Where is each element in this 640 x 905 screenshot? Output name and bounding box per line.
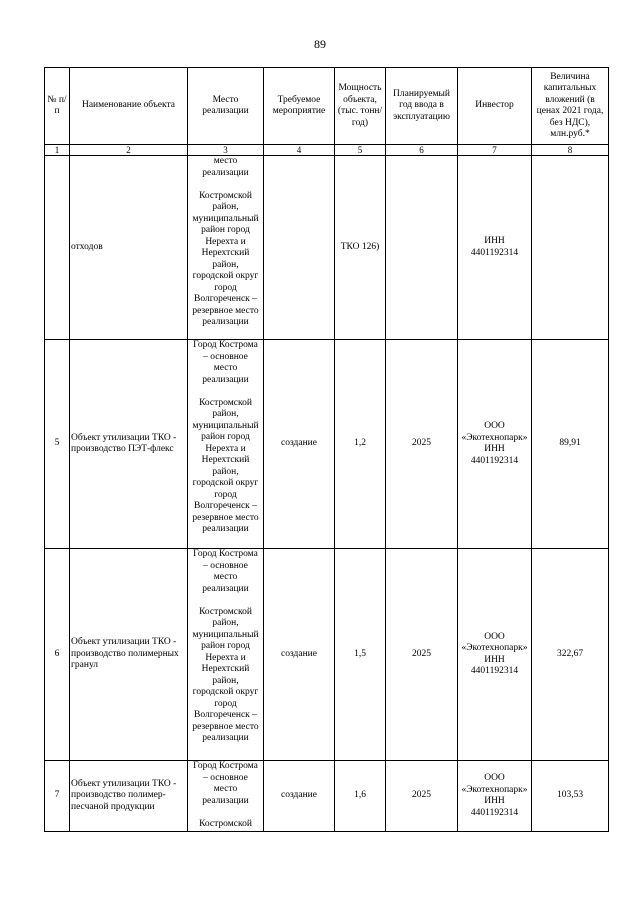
col-number: 1 [45,145,70,156]
row-name: отходов [70,156,188,340]
row-year: 2025 [386,549,458,761]
row-action [264,156,335,340]
table-row [45,340,609,549]
header-name: Наименование объекта [70,68,188,145]
row-name: Объект утилизации ТКО - производство ПЭТ-флекс [70,340,188,549]
page-number: 89 [314,37,326,51]
col-number: 4 [264,145,335,156]
row-investor: ООО «Экотехнопарк» ИНН 4401192314 [458,761,532,832]
row-place: Город Кострома – основное место реализации Костромской район, муниципальный район город Нерехта и Нерехтский район, городской округ город Волгореченск – резервное место реализации [188,549,264,761]
row-place: место реализации Костромской район, муниципальный район город Нерехта и Нерехтский район, городской округ город Волгореченск – резервное место реализации [188,156,264,340]
header-action: Требуемое мероприятие [264,68,335,145]
row-place: Город Кострома – основное место реализации Костромской район, муниципальный район город Нерехта и Нерехтский район, городской округ город Волгореченск – резервное место реализации [188,340,264,549]
row-investment: 103,53 [532,761,609,832]
col-number: 3 [188,145,264,156]
table-row [45,156,609,340]
row-capacity: 1,2 [335,340,386,549]
row-action: создание [264,761,335,832]
table-header-row [45,68,609,145]
row-year [386,156,458,340]
row-capacity: 1,5 [335,549,386,761]
col-number: 2 [70,145,188,156]
row-name: Объект утилизации ТКО - производство полимерных гранул [70,549,188,761]
row-action: создание [264,340,335,549]
row-capacity: ТКО 126) [335,156,386,340]
row-investor: ООО «Экотехнопарк» ИНН 4401192314 [458,340,532,549]
row-investment [532,156,609,340]
row-investment: 89,91 [532,340,609,549]
header-place: Место реализации [188,68,264,145]
header-investor: Инвестор [458,68,532,145]
row-place: Город Кострома – основное место реализации Костромской [188,761,264,832]
row-investor: ООО «Экотехнопарк» ИНН 4401192314 [458,549,532,761]
header-capacity: Мощность объекта, (тыс. тонн/год) [335,68,386,145]
row-investor: ИНН 4401192314 [458,156,532,340]
row-name: Объект утилизации ТКО - производство полимер-песчаной продукции [70,761,188,832]
row-capacity: 1,6 [335,761,386,832]
col-number: 5 [335,145,386,156]
row-year: 2025 [386,340,458,549]
investment-objects-table [44,67,609,832]
row-year: 2025 [386,761,458,832]
col-number: 6 [386,145,458,156]
table-row [45,549,609,761]
row-investment: 322,67 [532,549,609,761]
row-action: создание [264,549,335,761]
table-row [45,761,609,832]
column-number-row [45,145,609,156]
col-number: 7 [458,145,532,156]
row-num: 5 [45,340,70,549]
header-investment: Величина капитальных вложений (в ценах 2021 года, без НДС), млн.руб.* [532,68,609,145]
row-num: 6 [45,549,70,761]
header-year: Планируемый год ввода в эксплуатацию [386,68,458,145]
header-num: № п/п [45,68,70,145]
row-num: 7 [45,761,70,832]
col-number: 8 [532,145,609,156]
row-num [45,156,70,340]
